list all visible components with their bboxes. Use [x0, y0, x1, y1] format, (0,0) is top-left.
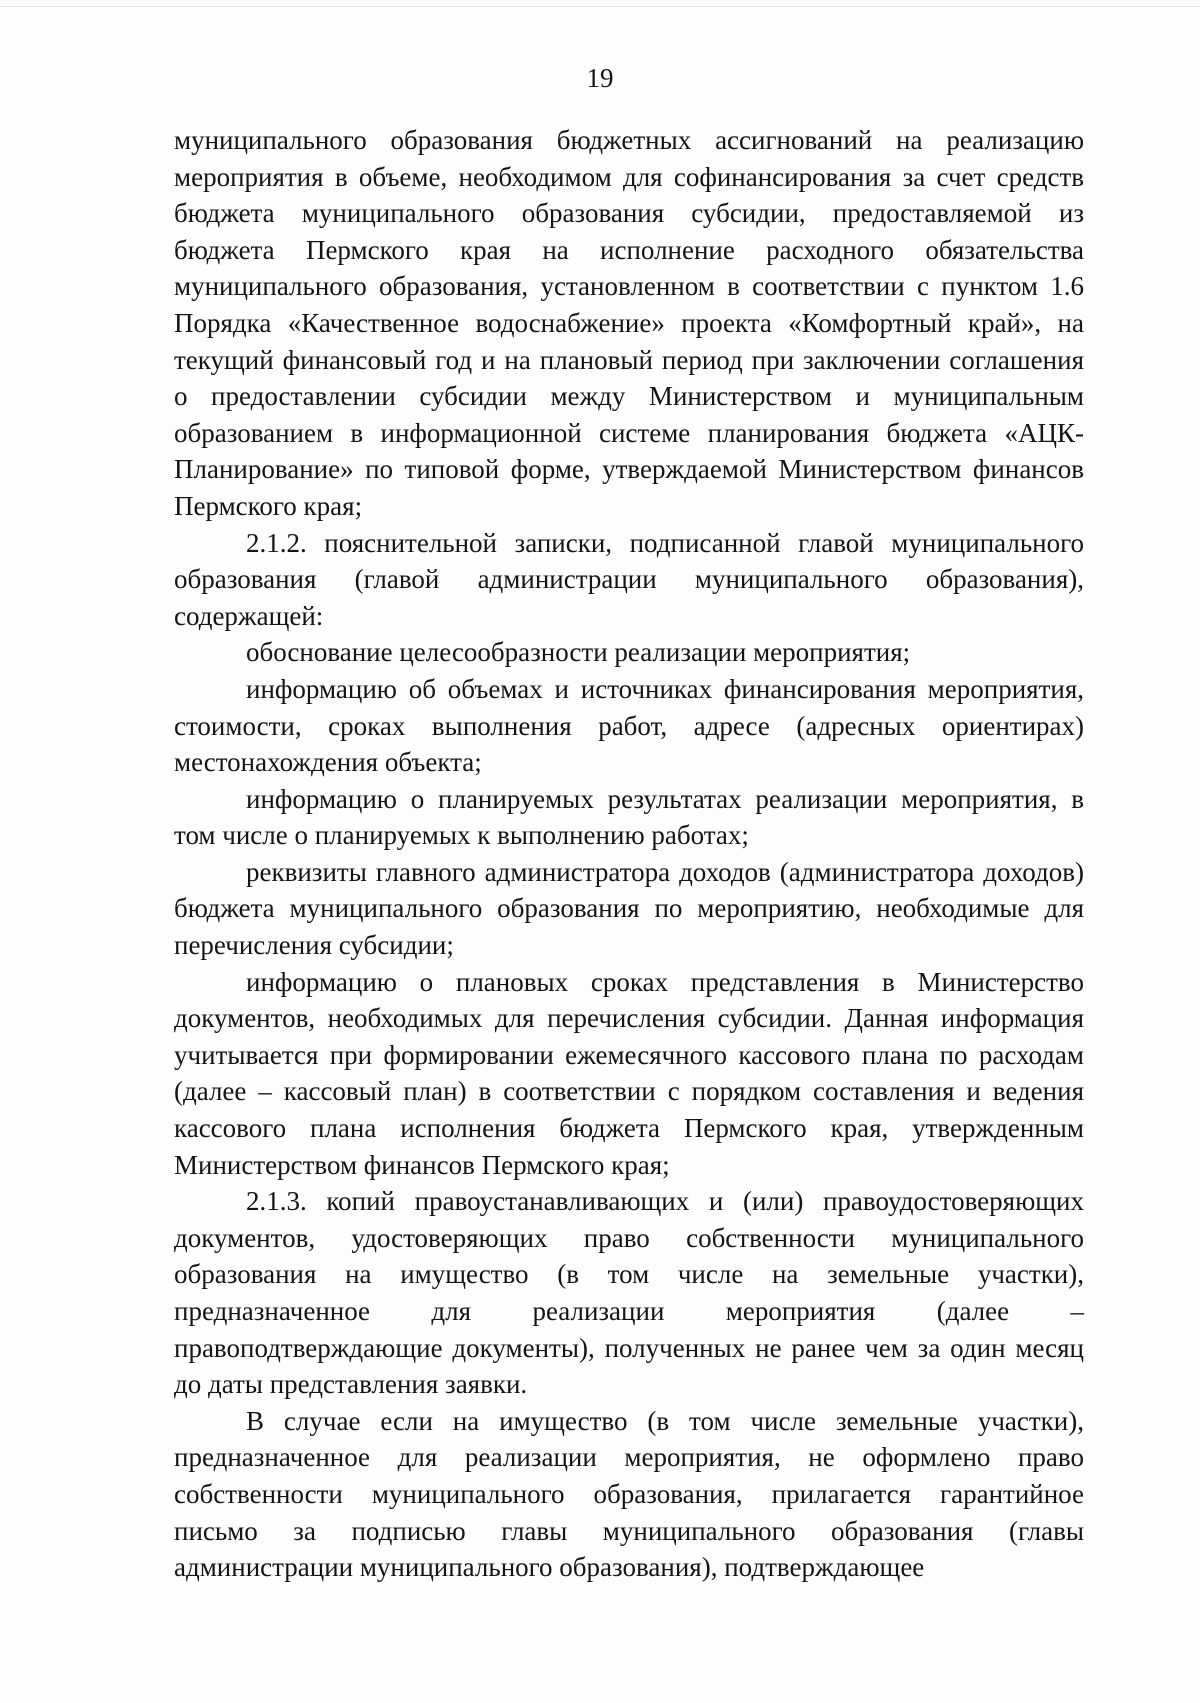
paragraph-financing-info: информацию об объемах и источниках финансирования мероприятия, стоимости, сроках выполнения работ, адресе (адресных ориентирах) местонахождения объекта; — [174, 673, 1084, 778]
paragraph-budget-allocations: муниципального образования бюджетных ассигнований на реализацию мероприятия в объеме, необходимом для софинансирования за счет средств бюджета муниципального образования субсидии, предоставляемой из бюджета Пермского края на исполнение расходного обязательства муниципального образования, установленном в соответствии с пунктом 1.6 Порядка «Качественное водоснабжение» проекта «Комфортный край», на текущий финансовый год и на плановый период при заключении соглашения о предоставлении субсидии между Министерством и муниципальным образованием в информационной системе планирования бюджета «АЦК-Планирование» по типовой форме, утверждаемой Министерством финансов Пермского края; — [174, 125, 1084, 521]
paragraph-administrator-details: реквизиты главного администратора доходов (администратора доходов) бюджета муниципального образования по мероприятию, необходимые для перечисления субсидии; — [174, 856, 1084, 961]
paragraph-title-documents: 2.1.3. копий правоустанавливающих и (или) правоудостоверяющих документов, удостоверяющих право собственности муниципального образования на имущество (в том числе на земельные участки), предназначенное для реализации мероприятия (далее – правоподтверждающие документы), полученных не ранее чем за один месяц до даты представления заявки. — [174, 1186, 1084, 1400]
document-body — [174, 122, 1084, 1586]
paragraph-planned-results: информацию о планируемых результатах реализации мероприятия, в том числе о планируемых к выполнению работах; — [174, 783, 1084, 851]
paragraph-justification: обоснование целесообразности реализации мероприятия; — [246, 637, 911, 668]
paragraph-submission-schedule: информацию о плановых сроках представления в Министерство документов, необходимых для перечисления субсидии. Данная информация учитывается при формировании ежемесячного кассового плана по расходам (далее – кассовый план) в соответствии с порядком составления и ведения кассового плана исполнения бюджета Пермского края, утвержденным Министерством финансов Пермского края; — [174, 966, 1084, 1180]
page-number: 19 — [586, 63, 614, 93]
paragraph-explanatory-note: 2.1.2. пояснительной записки, подписанной главой муниципального образования (главой администрации муниципального образования), содержащей: — [174, 527, 1084, 631]
paragraph-guarantee-letter: В случае если на имущество (в том числе земельные участки), предназначенное для реализации мероприятия, не оформлено право собственности муниципального образования, прилагается гарантийное письмо за подписью главы муниципального образования (главы администрации муниципального образования), подтверждающее — [174, 1405, 1084, 1583]
scan-edge — [0, 6, 1200, 7]
